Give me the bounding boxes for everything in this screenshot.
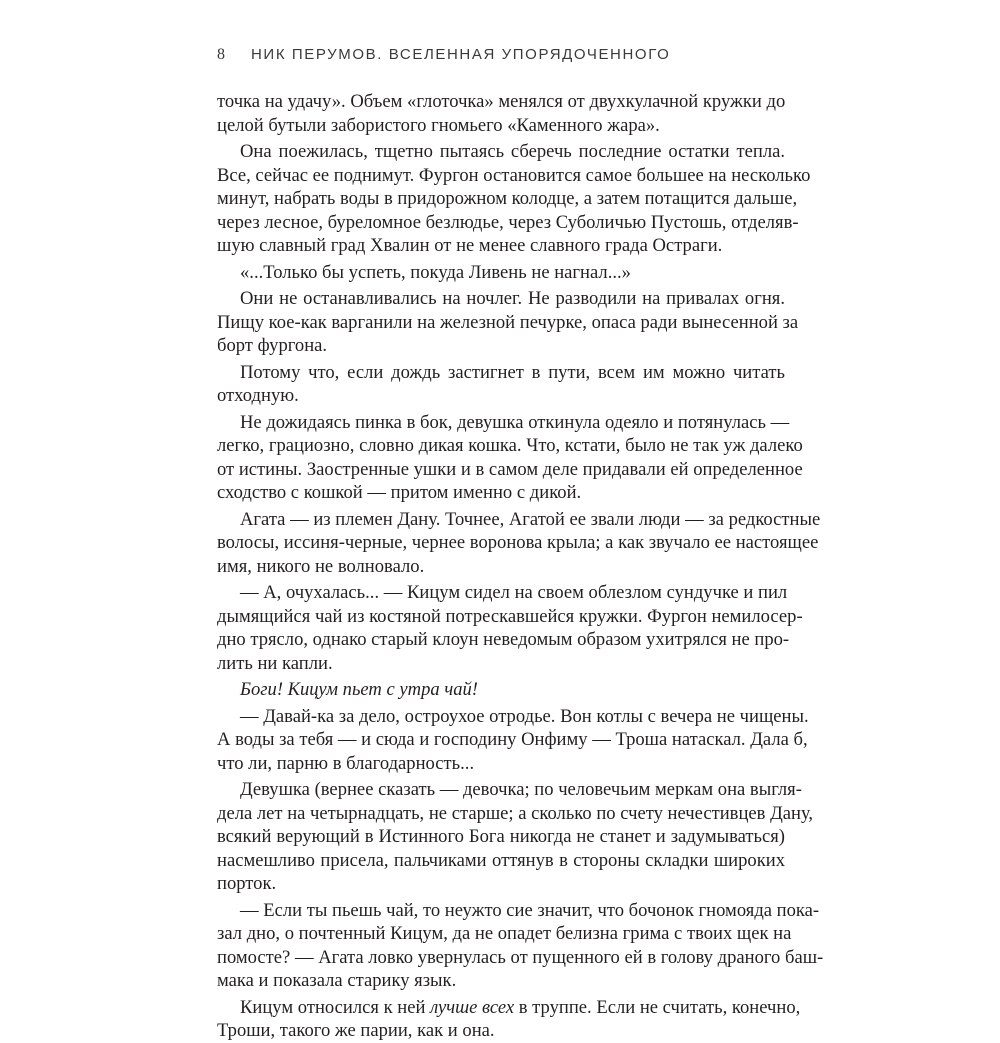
text-line: волосы, иссиня-черные, чернее воронова крыла; а как звучало ее настоящее (217, 532, 819, 553)
text-line: Она поежилась, тщетно пытаясь сберечь последние остатки тепла. (240, 141, 785, 162)
text-line: дела лет на четырнадцать, не старше; а сколько по счету нечестивцев Дану, (217, 802, 814, 824)
text-line: мака и показала старику язык. (217, 970, 457, 991)
text-line: порток. (217, 873, 277, 894)
text-line: А воды за тебя — и сюда и господину Онфиму — Троша натаскал. Дала б, (217, 729, 808, 750)
text-line: Все, сейчас ее поднимут. Фургон остановится самое большее на несколько (217, 164, 811, 186)
text-line: — А, очухалась... — Кицум сидел на своем облезлом сундучке и пил (240, 582, 788, 603)
text-line: имя, никого не волновало. (217, 555, 425, 577)
text-line: Троши, такого же парии, как и она. (217, 1020, 495, 1041)
text-line: от истины. Заостренные ушки и в самом деле придавали ей определенное (217, 458, 803, 480)
text-line: Они не останавливались на ночлег. Не разводили на привалах огня. (240, 288, 785, 309)
text-line: — Давай-ка за дело, остроухое отродье. Вон котлы с вечера не чищены. (240, 705, 809, 727)
body-text (217, 90, 824, 1043)
text-line: минут, набрать воды в придорожном колодце, а затем потащится дальше, (217, 188, 798, 209)
text-line-italic (217, 678, 785, 702)
text-line: через лесное, буреломное безлюдье, через Суболичью Пустошь, отделяв- (217, 211, 799, 233)
text-line: помосте? — Агата ловко увернулась от пущенного ей в голову драного баш- (217, 946, 824, 968)
text-line: Потому что, если дождь застигнет в пути, всем им можно читать (240, 361, 785, 383)
italic-thought: Боги! Кицум пьет с утра чай! (240, 679, 478, 700)
text-line: дно трясло, однако старый клоун неведомым образом ухитрялся не про- (217, 629, 790, 650)
text-line: Девушка (вернее сказать — девочка; по человечьим меркам она выгля- (240, 779, 802, 800)
italic-emphasis: лучше всех (430, 996, 515, 1018)
text-line: лить ни капли. (217, 652, 333, 674)
text-line: точка на удачу». Объем «глоточка» менялся от двухкулачной кружки до (217, 91, 786, 112)
text-line: Агата — из племен Дану. Точнее, Агатой ее звали люди — за редкостные (240, 508, 821, 530)
text-line: легко, грациозно, словно дикая кошка. Что, кстати, было не так уж далеко (217, 435, 803, 456)
text-line: зал дно, о почтенный Кицум, да не опадет белизна грима с твоих щек на (217, 923, 792, 944)
page-number: 8 (217, 46, 225, 63)
text-line: Не дожидаясь пинка в бок, девушка откинула одеяло и потянулась — (240, 411, 790, 433)
text-line: шую славный град Хвалин от не менее славного града Остраги. (217, 235, 723, 256)
text-line: борт фургона. (217, 335, 328, 356)
text-line: дымящийся чай из костяной потрескавшейся кружки. Фургон немилосер- (217, 605, 803, 627)
text-line: сходство с кошкой — притом именно с дикой. (217, 482, 582, 503)
text-line: — Если ты пьешь чай, то неужто сие значит, что бочонок гномояда пока- (240, 899, 820, 921)
text-line: Пищу кое-как варганили на железной печурке, опаса ради вынесенной за (217, 311, 799, 333)
text-line: целой бутыли забористого гномьего «Каменного жара». (217, 114, 660, 136)
running-header (217, 46, 817, 64)
text-line: Кицум относился к ней лучше всех в труппе. Если не считать, конечно, (240, 996, 801, 1018)
text-line: «...Только бы успеть, покуда Ливень не нагнал...» (240, 261, 631, 283)
text-line: всякий верующий в Истинного Бога никогда не станет и задумываться) (217, 826, 785, 847)
text-line: отходную. (217, 385, 299, 406)
running-title: НИК ПЕРУМОВ. ВСЕЛЕННАЯ УПОРЯДОЧЕННОГО (251, 46, 671, 63)
text-line: что ли, парню в благодарность... (217, 752, 475, 774)
text-line: насмешливо присела, пальчиками оттянув в стороны складки широких (217, 849, 785, 871)
